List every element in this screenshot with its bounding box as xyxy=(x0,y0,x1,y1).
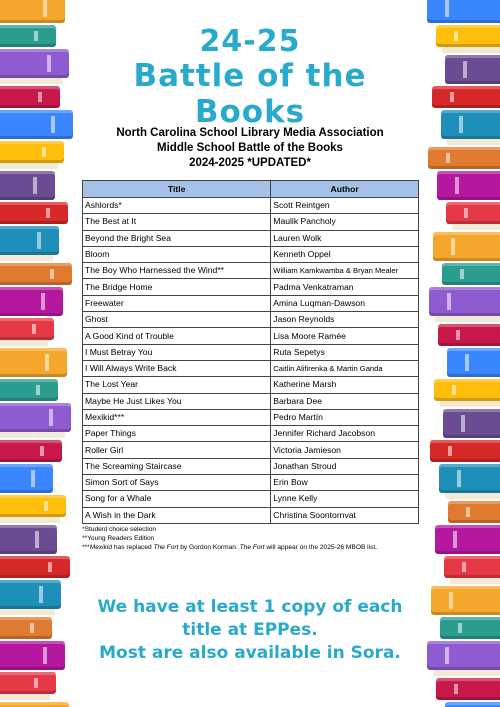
decorative-book xyxy=(0,641,65,670)
decorative-book xyxy=(0,617,52,639)
decorative-book xyxy=(0,525,57,554)
book-title-cell: The Boy Who Harnessed the Wind** xyxy=(83,263,271,279)
decorative-book xyxy=(0,348,67,377)
decorative-book xyxy=(445,55,500,84)
book-author-cell: Christina Soontornvat xyxy=(271,507,419,523)
decorative-book-pages xyxy=(0,694,50,700)
table-row xyxy=(83,409,419,425)
decorative-book xyxy=(447,348,500,377)
decorative-book xyxy=(0,86,60,108)
table-row xyxy=(83,328,419,344)
decorative-book xyxy=(0,702,69,707)
left-book-stack-decoration xyxy=(0,0,78,707)
right-book-stack-decoration xyxy=(422,0,500,707)
decorative-book xyxy=(0,580,61,609)
book-title-cell: Freewater xyxy=(83,295,271,311)
book-author-cell: Jason Reynolds xyxy=(271,312,419,328)
book-title-cell: Beyond the Bright Sea xyxy=(83,230,271,246)
decorative-book xyxy=(446,202,500,224)
decorative-book-pages xyxy=(452,224,500,230)
table-header-row xyxy=(83,181,419,198)
decorative-book-pages xyxy=(0,255,53,261)
column-header-title: Title xyxy=(83,181,271,198)
decorative-book xyxy=(0,464,53,493)
footer-line-3: Most are also available in Sora. xyxy=(99,643,401,663)
table-row xyxy=(83,507,419,523)
table-row xyxy=(83,377,419,393)
book-title-cell: I Will Always Write Back xyxy=(83,360,271,376)
decorative-book xyxy=(429,287,500,316)
org-line-1: North Carolina School Library Media Association xyxy=(116,127,384,139)
book-author-cell: Lisa Moore Ramée xyxy=(271,328,419,344)
org-line-2: Middle School Battle of the Books xyxy=(157,142,343,154)
book-title-cell: I Must Betray You xyxy=(83,344,271,360)
decorative-book xyxy=(444,556,500,578)
table-row xyxy=(83,426,419,442)
book-title-cell: The Lost Year xyxy=(83,377,271,393)
decorative-book xyxy=(434,379,500,401)
decorative-book xyxy=(435,525,500,554)
table-row xyxy=(83,491,419,507)
organization-block xyxy=(78,126,422,171)
table-row xyxy=(83,279,419,295)
book-author-cell: Jonathan Stroud xyxy=(271,458,419,474)
decorative-book xyxy=(0,263,72,285)
org-line-3: 2024-2025 *UPDATED* xyxy=(189,157,311,169)
table-row xyxy=(83,393,419,409)
heading-year: 24-25 xyxy=(199,24,301,59)
book-author-cell: Scott Reintgen xyxy=(271,198,419,214)
table-row xyxy=(83,312,419,328)
decorative-book xyxy=(437,171,500,200)
table-row xyxy=(83,214,419,230)
decorative-book xyxy=(0,556,70,578)
book-title-cell: Bloom xyxy=(83,246,271,262)
book-author-cell: Maulik Pancholy xyxy=(271,214,419,230)
table-row xyxy=(83,198,419,214)
decorative-book xyxy=(0,403,71,432)
decorative-book xyxy=(428,147,500,169)
table-row xyxy=(83,475,419,491)
book-author-cell: William Kamkwamba & Bryan Mealer xyxy=(271,263,419,279)
decorative-book xyxy=(0,440,62,462)
decorative-book xyxy=(0,287,63,316)
book-title-cell: Roller Girl xyxy=(83,442,271,458)
book-author-cell: Caitlin Alifirenka & Martin Ganda xyxy=(271,360,419,376)
decorative-book xyxy=(432,86,500,108)
decorative-book xyxy=(443,409,500,438)
decorative-book xyxy=(442,263,500,285)
table-row xyxy=(83,295,419,311)
book-title-cell: Mexikid*** xyxy=(83,409,271,425)
decorative-book xyxy=(427,0,500,23)
book-title-cell: The Best at It xyxy=(83,214,271,230)
book-author-cell: Ruta Sepetys xyxy=(271,344,419,360)
book-title-cell: Simon Sort of Says xyxy=(83,475,271,491)
decorative-book-pages xyxy=(0,78,63,84)
book-list-table xyxy=(82,180,419,524)
decorative-book xyxy=(0,141,64,163)
decorative-book xyxy=(441,110,500,139)
decorative-book xyxy=(0,318,54,340)
book-author-cell: Barbara Dee xyxy=(271,393,419,409)
book-title-cell: The Bridge Home xyxy=(83,279,271,295)
table-row xyxy=(83,344,419,360)
decorative-book-pages xyxy=(435,316,500,322)
decorative-book-pages xyxy=(442,47,500,53)
decorative-book xyxy=(445,702,500,707)
table-row xyxy=(83,230,419,246)
decorative-book-pages xyxy=(445,493,500,499)
decorative-book xyxy=(438,324,500,346)
book-author-cell: Katherine Marsh xyxy=(271,377,419,393)
decorative-book xyxy=(0,49,69,78)
decorative-book xyxy=(427,641,500,670)
decorative-book xyxy=(0,25,56,47)
book-title-cell: Paper Things xyxy=(83,426,271,442)
decorative-book xyxy=(436,678,500,700)
book-author-cell: Jennifer Richard Jacobson xyxy=(271,426,419,442)
book-author-cell: Amina Luqman-Dawson xyxy=(271,295,419,311)
decorative-book-pages xyxy=(440,401,500,407)
decorative-book xyxy=(0,495,66,517)
decorative-book-pages xyxy=(433,670,500,676)
footnote-2: **Young Readers Edition xyxy=(82,535,155,543)
decorative-book xyxy=(0,110,73,139)
decorative-book xyxy=(0,379,58,401)
table-row xyxy=(83,263,419,279)
book-title-cell: Song for a Whale xyxy=(83,491,271,507)
book-author-cell: Victoria Jamieson xyxy=(271,442,419,458)
footer-line-2: title at EPPes. xyxy=(182,620,318,640)
decorative-book-pages xyxy=(447,139,500,145)
decorative-book-pages xyxy=(0,340,48,346)
book-author-cell: Kenneth Oppel xyxy=(271,246,419,262)
decorative-book xyxy=(0,672,56,694)
table-row xyxy=(83,458,419,474)
decorative-book xyxy=(439,464,500,493)
decorative-book-pages xyxy=(450,578,500,584)
decorative-book xyxy=(448,501,500,523)
book-author-cell: Pedro Martín xyxy=(271,409,419,425)
book-title-cell: A Wish in the Dark xyxy=(83,507,271,523)
book-title-cell: The Screaming Staircase xyxy=(83,458,271,474)
footnotes xyxy=(82,525,422,553)
decorative-book xyxy=(430,440,500,462)
footer-line-1: We have at least 1 copy of each xyxy=(97,597,403,617)
book-title-cell: Ashlords* xyxy=(83,198,271,214)
footnote-1: *Student choice selection xyxy=(82,526,157,533)
decorative-book xyxy=(440,617,500,639)
book-title-cell: A Good Kind of Trouble xyxy=(83,328,271,344)
column-header-author: Author xyxy=(271,181,419,198)
book-author-cell: Padma Venkatraman xyxy=(271,279,419,295)
decorative-book xyxy=(0,202,68,224)
book-title-cell: Maybe He Just Likes You xyxy=(83,393,271,409)
table-row xyxy=(83,246,419,262)
availability-message xyxy=(88,596,412,665)
decorative-book-pages xyxy=(0,517,60,523)
decorative-book xyxy=(0,0,65,23)
book-author-cell: Lynne Kelly xyxy=(271,491,419,507)
heading-title: Battle of the Books xyxy=(133,58,367,130)
decorative-book-pages xyxy=(0,609,55,615)
book-author-cell: Lauren Wolk xyxy=(271,230,419,246)
book-title-cell: Ghost xyxy=(83,312,271,328)
book-author-cell: Erin Bow xyxy=(271,475,419,491)
decorative-book xyxy=(0,226,59,255)
table-row xyxy=(83,442,419,458)
decorative-book xyxy=(436,25,500,47)
decorative-book-pages xyxy=(0,163,58,169)
table-row xyxy=(83,360,419,376)
decorative-book xyxy=(431,586,500,615)
decorative-book-pages xyxy=(0,432,65,438)
footnote-3: ***Mexikid has replaced The Fort by Gordon Korman. The Fort will appear on the 2025-26 MBOB list. xyxy=(82,544,378,552)
decorative-book xyxy=(433,232,500,261)
decorative-book xyxy=(0,171,55,200)
